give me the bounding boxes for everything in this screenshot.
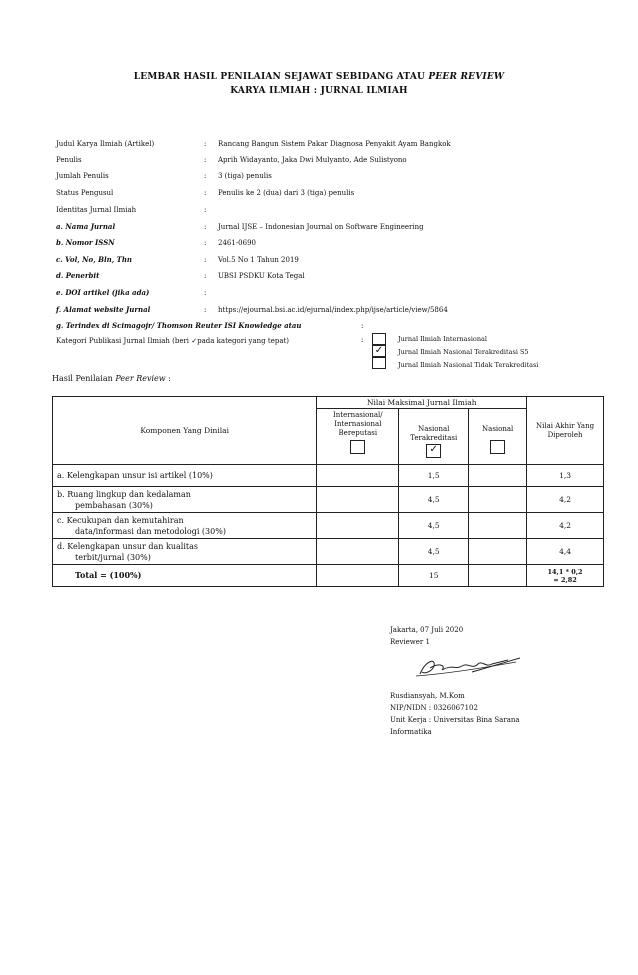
row-component-line1: b. Ruang lingkup dan kedalaman bbox=[57, 489, 191, 499]
identity-colon: : bbox=[204, 223, 207, 231]
row-value-intl bbox=[317, 465, 399, 487]
signature-place-date: Jakarta, 07 Juli 2020 bbox=[390, 626, 464, 634]
hasil-suffix: : bbox=[165, 374, 171, 383]
identity-value: UBSI PSDKU Kota Tegal bbox=[218, 272, 305, 280]
total-akhir-line1: 14,1 * 0,2 bbox=[547, 567, 583, 576]
identity-colon: : bbox=[204, 156, 207, 164]
identity-label: Identitas Jurnal Ilmiah bbox=[56, 206, 137, 214]
identity-label: Jumlah Penulis bbox=[56, 172, 109, 180]
total-row bbox=[53, 565, 604, 587]
identity-colon: : bbox=[204, 206, 207, 214]
row-value-nas bbox=[469, 539, 527, 565]
signature-name: Rusdiansyah, M.Kom bbox=[390, 692, 465, 700]
identity-colon: : bbox=[204, 256, 207, 264]
total-nas-ter: 15 bbox=[399, 565, 469, 587]
identity-colon: : bbox=[204, 239, 207, 247]
total-akhir bbox=[527, 565, 604, 587]
header-nilai-akhir: Nilai Akhir Yang Diperoleh bbox=[527, 397, 604, 465]
identity-value: https://ejournal.bsi.ac.id/ejurnal/index.php/ijse/article/view/5864 bbox=[218, 306, 448, 314]
row-component bbox=[53, 539, 317, 565]
identity-value: Vol.5 No 1 Tahun 2019 bbox=[218, 256, 299, 264]
row-component-line2: data/informasi dan metodologi (30%) bbox=[75, 526, 226, 536]
checkbox-international[interactable] bbox=[372, 333, 386, 345]
category-label: Kategori Publikasi Jurnal Ilmiah (beri ✓pada kategori yang tepat) bbox=[56, 337, 290, 345]
identity-colon: : bbox=[204, 172, 207, 180]
row-component-line1: c. Kecukupan dan kemutahiran bbox=[57, 515, 184, 525]
row-value-intl bbox=[317, 487, 399, 513]
identity-label: Penulis bbox=[56, 156, 82, 164]
header-national-label: Nasional bbox=[482, 425, 514, 433]
row-value-nas bbox=[469, 487, 527, 513]
header-international bbox=[317, 409, 399, 465]
row-component-line1: d. Kelengkapan unsur dan kualitas bbox=[57, 541, 198, 551]
header-national-accredited bbox=[399, 409, 469, 465]
identity-colon: : bbox=[361, 322, 364, 330]
signature-unit-line1: Unit Kerja : Universitas Bina Sarana bbox=[390, 716, 520, 724]
row-component-line2: terbit/jurnal (30%) bbox=[75, 552, 151, 562]
identity-label: c. Vol, No, Bln, Thn bbox=[56, 255, 132, 264]
signature-unit-line2: Informatika bbox=[390, 728, 432, 736]
row-value-intl bbox=[317, 539, 399, 565]
identity-label: e. DOI artikel (jika ada) bbox=[56, 288, 150, 297]
signature-role: Reviewer 1 bbox=[390, 638, 430, 646]
identity-label: f. Alamat website Jurnal bbox=[56, 305, 151, 314]
header-komponen: Komponen Yang Dinilai bbox=[53, 397, 317, 465]
total-intl bbox=[317, 565, 399, 587]
row-component bbox=[53, 487, 317, 513]
title-prefix: LEMBAR HASIL PENILAIAN SEJAWAT SEBIDANG ATAU bbox=[133, 72, 429, 82]
row-value-nas-ter: 1,5 bbox=[399, 465, 469, 487]
identity-label: Judul Karya Ilmiah (Artikel) bbox=[56, 140, 155, 148]
total-akhir-line2: = 2,82 bbox=[553, 575, 577, 584]
row-component-line1: a. Kelengkapan unsur isi artikel (10%) bbox=[57, 471, 213, 480]
header-nilai-maksimal: Nilai Maksimal Jurnal Ilmiah bbox=[317, 397, 527, 409]
row-component bbox=[53, 465, 317, 487]
document-title-line1 bbox=[0, 72, 638, 82]
row-component-line2: pembahasan (30%) bbox=[75, 500, 153, 510]
identity-value: 2461-0690 bbox=[218, 239, 256, 247]
checkbox-table-national[interactable] bbox=[490, 440, 505, 454]
row-value-intl bbox=[317, 513, 399, 539]
total-nas bbox=[469, 565, 527, 587]
header-international-label: Internasional/ Internasional Bereputasi bbox=[333, 411, 383, 437]
row-value-nas-ter: 4,5 bbox=[399, 487, 469, 513]
option-label-international: Jurnal Ilmiah Internasional bbox=[398, 335, 487, 343]
header-national bbox=[469, 409, 527, 465]
identity-colon: : bbox=[204, 272, 207, 280]
checkbox-national-unaccredited[interactable] bbox=[372, 357, 386, 369]
identity-label: a. Nama Jurnal bbox=[56, 222, 116, 231]
row-value-akhir: 1,3 bbox=[527, 465, 604, 487]
identity-value: Aprih Widayanto, Jaka Dwi Mulyanto, Ade Sulistyono bbox=[218, 156, 407, 164]
hasil-prefix: Hasil Penilaian bbox=[52, 374, 116, 383]
document-title-line2: KARYA ILMIAH : JURNAL ILMIAH bbox=[230, 86, 408, 96]
identity-value: 3 (tiga) penulis bbox=[218, 172, 272, 180]
identity-colon: : bbox=[204, 189, 207, 197]
identity-colon: : bbox=[204, 306, 207, 314]
row-value-nas-ter: 4,5 bbox=[399, 539, 469, 565]
row-component bbox=[53, 513, 317, 539]
option-label-national-unaccredited: Jurnal Ilmiah Nasional Tidak Terakreditasi bbox=[398, 361, 539, 369]
signature-nip: NIP/NIDN : 0326067102 bbox=[390, 704, 478, 712]
row-value-nas-ter: 4,5 bbox=[399, 513, 469, 539]
identity-colon: : bbox=[204, 140, 207, 148]
table-row bbox=[53, 487, 604, 513]
row-value-akhir: 4,2 bbox=[527, 513, 604, 539]
row-value-nas bbox=[469, 513, 527, 539]
checkbox-table-international[interactable] bbox=[350, 440, 365, 454]
identity-label: Status Pengusul bbox=[56, 189, 114, 197]
title-peer-review: PEER REVIEW bbox=[428, 72, 505, 82]
identity-colon: : bbox=[204, 289, 207, 297]
header-national-accredited-label: Nasional Terakreditasi bbox=[410, 425, 458, 442]
row-value-akhir: 4,4 bbox=[527, 539, 604, 565]
identity-value: Jurnal IJSE – Indonesian Journal on Software Engineering bbox=[218, 223, 424, 231]
identity-label: b. Nomor ISSN bbox=[56, 238, 115, 247]
identity-label: d. Penerbit bbox=[56, 271, 100, 280]
option-label-national-accredited: Jurnal Ilmiah Nasional Terakreditasi S5 bbox=[398, 348, 529, 356]
identity-label: g. Terindex di Scimagojr/ Thomson Reuter ISI Knowledge atau bbox=[56, 321, 302, 330]
checkbox-table-national-accredited[interactable]: ✓ bbox=[426, 444, 441, 458]
score-table bbox=[52, 396, 604, 587]
identity-value: Rancang Bangun Sistem Pakar Diagnosa Penyakit Ayam Bangkok bbox=[218, 140, 451, 148]
signature-image bbox=[412, 652, 526, 682]
table-row bbox=[53, 539, 604, 565]
checkbox-national-accredited[interactable]: ✓ bbox=[372, 345, 386, 357]
table-row bbox=[53, 465, 604, 487]
identity-value: Penulis ke 2 (dua) dari 3 (tiga) penulis bbox=[218, 189, 355, 197]
row-value-nas bbox=[469, 465, 527, 487]
row-value-akhir: 4,2 bbox=[527, 487, 604, 513]
hasil-italic: Peer Review bbox=[115, 374, 166, 383]
total-label: Total = (100%) bbox=[53, 565, 317, 587]
hasil-heading bbox=[52, 374, 171, 383]
table-row bbox=[53, 513, 604, 539]
category-colon: : bbox=[361, 336, 364, 344]
